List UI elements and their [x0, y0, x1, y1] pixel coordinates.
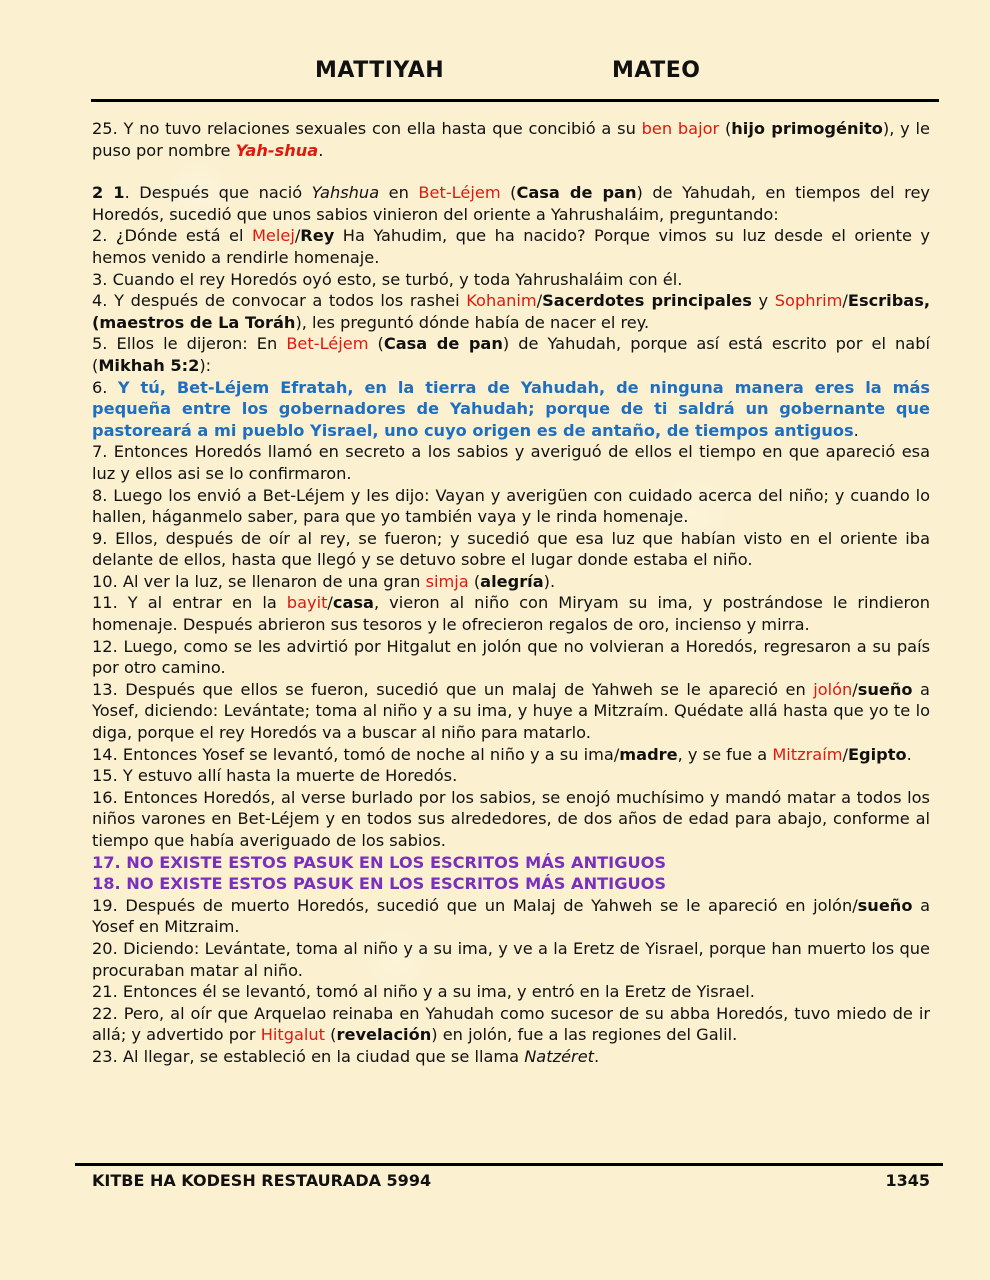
- verse-2-4: 4. Y después de convocar a todos los rashei Kohanim/Sacerdotes principales y Sophrim/Escribas, (maestros de La Toráh), les preguntó dónde había de nacer el rey.: [92, 291, 931, 332]
- verse-2-17: 17. NO EXISTE ESTOS PASUK EN LOS ESCRITOS MÁS ANTIGUOS: [92, 852, 667, 872]
- verse-1-25: 25. Y no tuvo relaciones sexuales con ella hasta que concibió a su ben bajor (hijo primogénito), y le puso por nombre Yah-shua.: [92, 119, 931, 160]
- verse-2-9: 9. Ellos, después de oír al rey, se fueron; y sucedió que esa luz que habían visto en el oriente iba delante de ellos, hasta que llegó y se detuvo sobre el lugar donde estaba el niño.: [92, 528, 930, 570]
- verse-2-22: 22. Pero, al oír que Arquelao reinaba en Yahudah como sucesor de su abba Horedós, tuvo miedo de ir allá; y advertido por Hitgalut (revelación) en jolón, fue a las regiones del Galil.: [92, 1003, 930, 1045]
- verse-2-15: 15. Y estuvo allí hasta la muerte de Horedós.: [92, 766, 458, 786]
- footer-book-title: KITBE HA KODESH RESTAURADA 5994: [92, 1171, 432, 1190]
- verse-2-8: 8. Luego los envió a Bet-Léjem y les dijo: Vayan y averigüen con cuidado acerca del niño; y cuando lo hallen, háganmelo saber, para que yo también vaya y le rinda homenaje.: [92, 485, 930, 527]
- verse-2-7: 7. Entonces Horedós llamó en secreto a los sabios y averiguó de ellos el tiempo en que apareció esa luz y ellos asi se lo confirmaron.: [92, 442, 930, 483]
- verse-2-11: 11. Y al entrar en la bayit/casa, vieron al niño con Miryam su ima, y postrándose le rindieron homenaje. Después abrieron sus tesoros y le ofrecieron regalos de oro, incienso y mirra.: [92, 593, 930, 635]
- verse-2-18: 18. NO EXISTE ESTOS PASUK EN LOS ESCRITOS MÁS ANTIGUOS: [92, 874, 667, 894]
- verse-2-5: 5. Ellos le dijeron: En Bet-Léjem (Casa de pan) de Yahudah, porque así está escrito por el nabí (Mikhah 5:2):: [92, 334, 930, 375]
- verse-2-19: 19. Después de muerto Horedós, sucedió que un Malaj de Yahweh se le apareció en jolón/sueño a Yosef en Mitzraim.: [92, 895, 930, 937]
- verse-2-14: 14. Entonces Yosef se levantó, tomó de noche al niño y a su ima/madre, y se fue a Mitzraím/Egipto.: [92, 744, 912, 764]
- page-header: [0, 58, 990, 92]
- verse-2-6: 6. Y tú, Bet-Léjem Efratah, en la tierra de Yahudah, de ninguna manera eres la más pequeña entre los gobernadores de Yahudah; porque de ti saldrá un gobernante que pastoreará a mi pueblo Yisrael, uno cuyo origen es de antaño, de tiempos antiguos.: [92, 377, 930, 440]
- verse-2-13: 13. Después que ellos se fueron, sucedió que un malaj de Yahweh se le apareció en jolón/sueño a Yosef, diciendo: Levántate; toma al niño y a su ima, y huye a Mitzraím. Quédate allá hasta que yo te lo diga, porque el rey Horedós va a buscar al niño para matarlo.: [92, 679, 930, 743]
- verse-2-16: 16. Entonces Horedós, al verse burlado por los sabios, se enojó muchísimo y mandó matar a todos los niños varones en Bet-Léjem y en todos sus alrededores, de dos años de edad para abajo, conforme al tiempo que había averiguado de los sabios.: [92, 787, 930, 850]
- verse-2-12: 12. Luego, como se les advirtió por Hitgalut en jolón que no volvieran a Horedós, regresaron a su país por otro camino.: [92, 636, 930, 678]
- header-rule: [91, 99, 939, 102]
- footer-rule: [75, 1163, 943, 1166]
- verse-2-20: 20. Diciendo: Levántate, toma al niño y a su ima, y ve a la Eretz de Yisrael, porque han muerto los que procuraban matar al niño.: [92, 938, 930, 980]
- header-left-title: MATTIYAH: [315, 58, 445, 83]
- page-number: 1345: [885, 1171, 930, 1190]
- scripture-text: [92, 118, 930, 1068]
- verse-2-2: 2. ¿Dónde está el Melej/Rey Ha Yahudim, que ha nacido? Porque vimos su luz desde el oriente y hemos venido a rendirle homenaje.: [92, 226, 930, 267]
- header-right-title: MATEO: [612, 58, 701, 83]
- verse-2-23: 23. Al llegar, se estableció en la ciudad que se llama Natzéret.: [92, 1046, 600, 1066]
- verse-2-3: 3. Cuando el rey Horedós oyó esto, se turbó, y toda Yahrushaláim con él.: [92, 269, 683, 289]
- page-footer: [92, 1171, 930, 1190]
- verse-2-1: 2 1. Después que nació Yahshua en Bet-Léjem (Casa de pan) de Yahudah, en tiempos del rey Horedós, sucedió que unos sabios vinieron del oriente a Yahrushaláim, preguntando:: [92, 183, 931, 224]
- verse-2-21: 21. Entonces él se levantó, tomó al niño y a su ima, y entró en la Eretz de Yisrael.: [92, 982, 755, 1002]
- verse-2-10: 10. Al ver la luz, se llenaron de una gran simja (alegría).: [92, 571, 556, 591]
- chapter-gap: [92, 161, 930, 182]
